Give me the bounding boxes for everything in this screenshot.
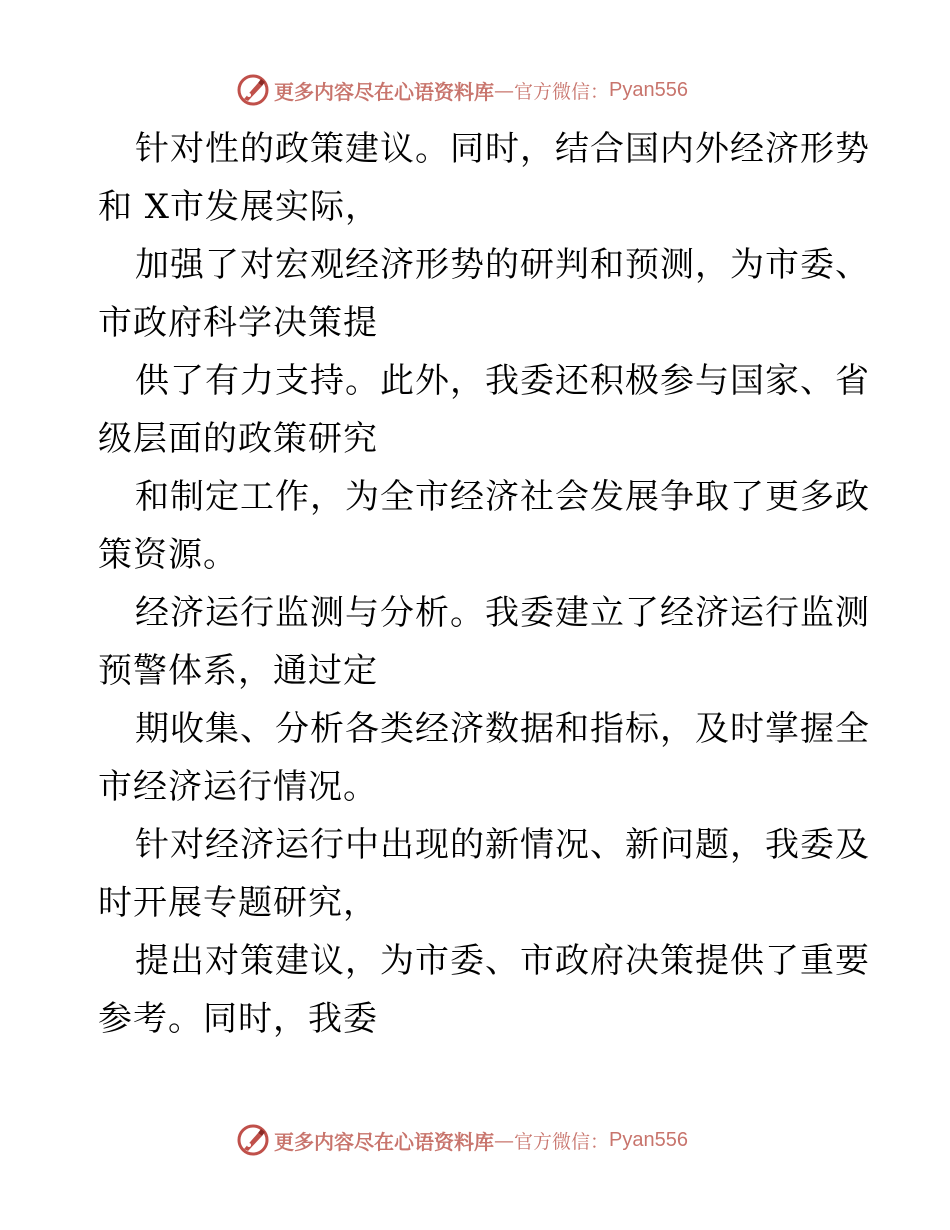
- pen-logo-icon: [236, 73, 270, 107]
- text-line: 和 X市发展实际，: [98, 187, 381, 227]
- banner-wechat-label: 官方微信：: [514, 80, 610, 103]
- text-line: 针对性的政策建议。同时，结合国内外经济形势: [135, 129, 870, 169]
- pen-logo-icon: [236, 1123, 270, 1157]
- text-line: 加强了对宏观经济形势的研判和预测，为市委、: [135, 245, 870, 285]
- text-line: 供了有力支持。此外，我委还积极参与国家、省: [135, 361, 870, 401]
- banner-wechat-id: Pyan556: [609, 78, 688, 101]
- header-watermark-banner: [236, 72, 736, 108]
- banner-wechat-label: 官方微信：: [514, 1130, 610, 1153]
- banner-text: 更多内容尽在心语资料库: [274, 1129, 494, 1154]
- text-line: 市经济运行情况。: [98, 767, 378, 807]
- text-line: 和制定工作，为全市经济社会发展争取了更多政: [135, 477, 870, 517]
- text-line: 期收集、分析各类经济数据和指标，及时掌握全: [135, 709, 870, 749]
- text-line: 级层面的政策研究: [98, 419, 378, 459]
- banner-text: 更多内容尽在心语资料库: [274, 79, 494, 104]
- text-line: 时开展专题研究，: [98, 883, 378, 923]
- text-line: 提出对策建议，为市委、市政府决策提供了重要: [135, 941, 870, 981]
- text-line: 预警体系，通过定: [98, 651, 378, 691]
- document-body: [98, 120, 870, 1048]
- text-line: 市政府科学决策提: [98, 303, 378, 343]
- banner-separator: —: [494, 1128, 514, 1152]
- text-line: 针对经济运行中出现的新情况、新问题，我委及: [135, 825, 870, 865]
- text-line: 策资源。: [98, 535, 238, 575]
- banner-wechat-id: Pyan556: [609, 1128, 688, 1151]
- banner-separator: —: [494, 78, 514, 102]
- footer-watermark-banner: [236, 1122, 736, 1158]
- text-line: 参考。同时，我委: [98, 999, 378, 1039]
- text-line: 经济运行监测与分析。我委建立了经济运行监测: [135, 593, 870, 633]
